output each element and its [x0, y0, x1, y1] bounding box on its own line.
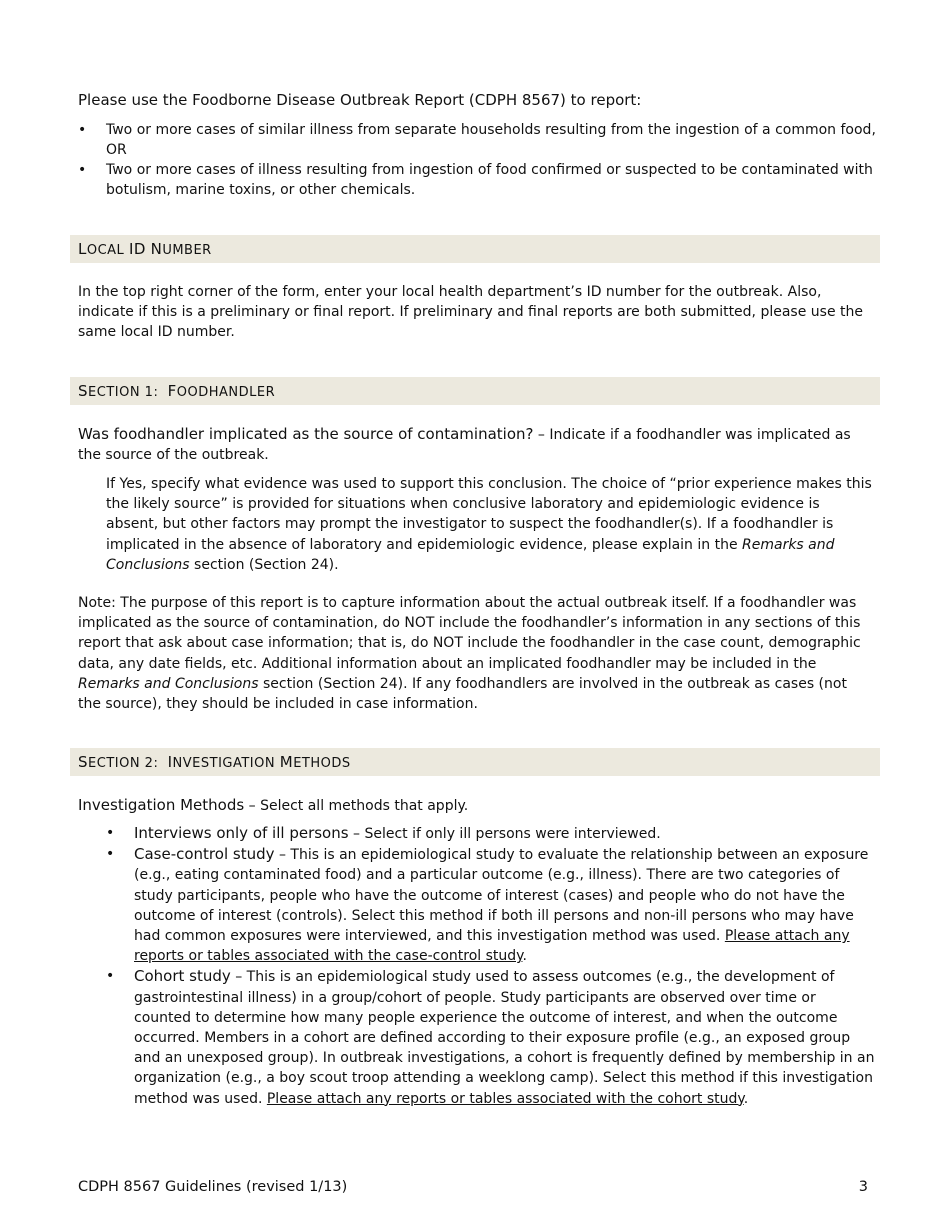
list-item: • Two or more cases of similar illness from separate households resulting from the ingestion of a common food, OR — [78, 122, 876, 158]
bullet-icon: • — [106, 968, 115, 985]
list-item: • Interviews only of ill persons – Select if only ill persons were interviewed. — [106, 824, 661, 842]
bullet-icon: • — [78, 122, 87, 138]
footer-title: CDPH 8567 Guidelines (revised 1/13) — [78, 1179, 348, 1195]
page-number: 3 — [858, 1179, 868, 1195]
bullet-icon: • — [106, 846, 115, 863]
page-footer — [78, 1177, 868, 1197]
section1-heading: SECTION 1: FOODHANDLER — [70, 377, 880, 405]
foodhandler-question: Was foodhandler implicated as the source of contamination? – Indicate if a foodhandler was implicated as the source of the outbreak. — [78, 425, 851, 464]
intro-text: Please use the Foodborne Disease Outbreak Report (CDPH 8567) to report: — [78, 91, 642, 109]
bullet-icon: • — [106, 825, 115, 841]
local-id-text: In the top right corner of the form, enter your local health department’s ID number for the outbreak. Also, indicate if this is a preliminary or final report. If preliminary and final reports are both submitted, please use the same local ID number. — [78, 284, 863, 341]
note-label: Note: — [78, 595, 116, 611]
list-item: • Case-control study – This is an epidemiological study to evaluate the relationship between an exposure (e.g., eating contaminated food) and a particular outcome (e.g., illness). There are two categories of study participants, people who have the outcome of interest (cases) and people who do not have the outcome of interest (controls). Select this method if both ill persons and non-ill persons who may have had common exposures were interviewed, and this investigation method was used. Please attach any reports or tables associated with the case-control study. — [106, 845, 869, 965]
foodhandler-evidence-text: If Yes, specify what evidence was used to support this conclusion. The choice of “prior experience makes this the likely source” is provided for situations when conclusive laboratory and epidemiologic evidence is absent, but other factors may prompt the investigator to suspect the foodhandler(s). If a foodhandler is implicated in the absence of laboratory and epidemiologic evidence, please explain in the Remarks and Conclusions section (Section 24). — [106, 476, 872, 573]
question-lead: Was foodhandler implicated as the source of contamination? — [78, 425, 534, 443]
investigation-methods-list — [106, 823, 876, 1109]
investigation-methods-lead: Investigation Methods – Select all methods that apply. — [78, 796, 469, 814]
foodhandler-note: Note: The purpose of this report is to capture information about the actual outbreak itself. If a foodhandler was implicated as the source of contamination, do NOT include the foodhandler’s information in any sections of this report that ask about case information; that is, do NOT include the foodhandler in the case count, demographic data, any date fields, etc. Additional information about an implicated foodhandler may be included in the Remarks and Conclusions section (Section 24). If any foodhandlers are involved in the outbreak as cases (not the source), they should be included in case information. — [78, 595, 861, 713]
intro-bullet-list — [78, 120, 878, 200]
case-control-attach-link[interactable]: Please attach any reports or tables associated with the case-control study — [134, 928, 850, 965]
section2-heading: SECTION 2: INVESTIGATION METHODS — [70, 748, 880, 776]
cohort-attach-link[interactable]: Please attach any reports or tables associated with the cohort study — [266, 1090, 744, 1107]
list-item: • Two or more cases of illness resulting from ingestion of food confirmed or suspected to be contaminated with botulism, marine toxins, or other chemicals. — [78, 162, 873, 198]
bullet-icon: • — [78, 162, 87, 178]
list-item: • Cohort study – This is an epidemiological study used to assess outcomes (e.g., the development of gastrointestinal illness) in a group/cohort of people. Study participants are observed over time or counted to determine how many people experience the outcome of interest, and when the outcome occurred. Members in a cohort are defined according to their exposure profile (e.g., an exposed group and an unexposed group). In outbreak investigations, a cohort is frequently defined by membership in an organization (e.g., a boy scout troop attending a weeklong camp). Select this method if this investigation method was used. Please attach any reports or tables associated with the cohort study. — [106, 967, 875, 1107]
local-id-heading: LOCAL ID NUMBER — [70, 235, 880, 263]
